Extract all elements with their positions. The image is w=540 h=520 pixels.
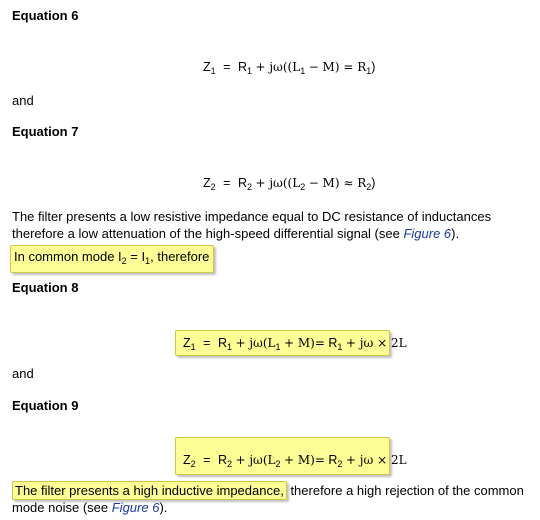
high-inductive-highlight: The filter presents a high inductive impedance, [12,481,287,500]
figure-6-link[interactable]: Figure 6 [403,226,452,241]
and-text-1: and [12,93,34,108]
equation-9-label: Equation 9 [12,398,79,413]
equation-7-label: Equation 7 [12,124,79,139]
figure-6-link[interactable]: Figure 6 [111,500,160,515]
equation-8-formula: $Z_1 = R_1 + j\omega(L_1 + M)= R_1 + j\omega \times 2L$ [175,330,390,356]
equation-8-label: Equation 8 [12,280,79,295]
paragraph-low-resistive: The filter presents a low resistive impedance equal to DC resistance of inductances therefore a low attenuation of the high-speed differential signal (see Figure 6). [12,209,492,241]
equation-9-formula: $Z_2 = R_2 + j\omega(L_2 + M)= R_2 + j\omega \times 2L$ [175,437,390,475]
equation-6-label: Equation 6 [12,8,79,23]
equation-7-formula: $Z_2 = R_2 + j\omega((L_2 - M) \approx R_2)$ [203,176,376,192]
and-text-2: and [12,366,34,381]
common-mode-highlight: In common mode $I_2 = I_1$, therefore [10,245,214,273]
paragraph-high-inductive: The filter presents a high inductive impedance, therefore a high rejection of the common mode noise (see Figure 6). [12,483,524,515]
equation-6-formula: $Z_1 = R_1 + j\omega((L_1 - M) = R_1)$ [203,60,376,76]
